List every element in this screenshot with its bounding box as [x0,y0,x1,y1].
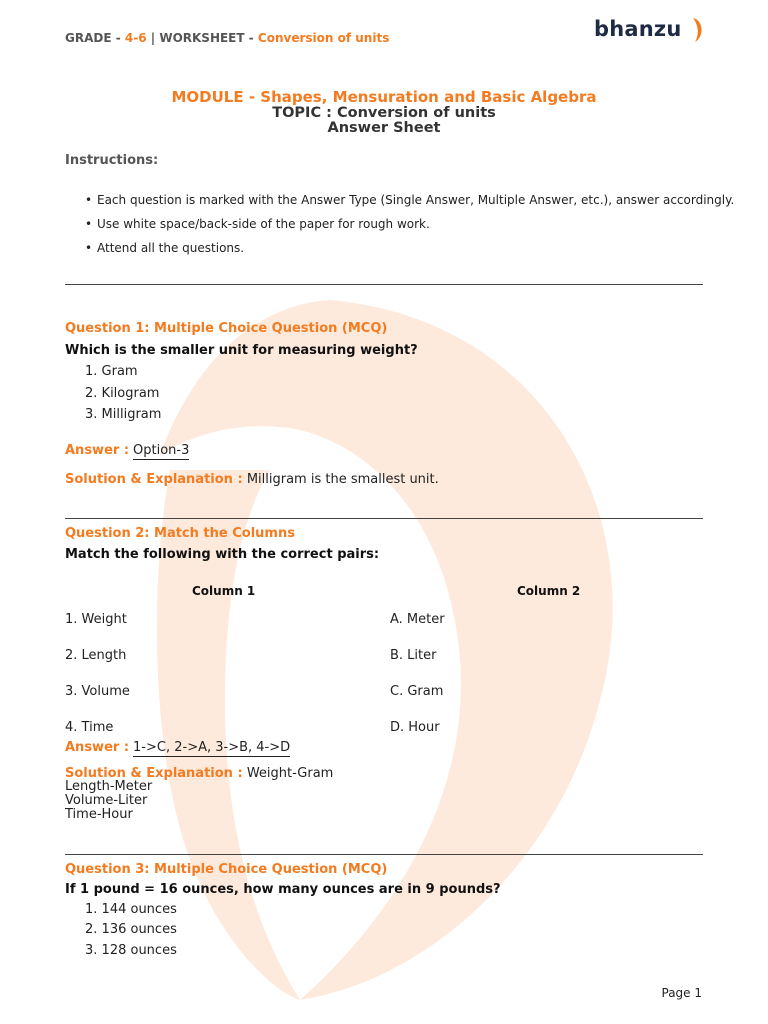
option-text: Gram [101,364,138,379]
option-text: 136 ounces [101,922,177,937]
option-text: Kilogram [101,386,160,401]
q3-option: 1. 144 ounces [85,902,177,917]
q3-option: 3. 128 ounces [85,943,177,958]
answer-label: Answer : [65,443,130,458]
grade-label: GRADE - [65,31,121,45]
q1-solution [65,472,439,487]
header-topic: Conversion of units [257,31,390,45]
page-number: Page 1 [661,986,702,1000]
q2-solution-line: Time-Hour [65,807,133,822]
column-2-cell: A. Meter [390,612,445,627]
option-text: 128 ounces [101,943,177,958]
column-1-cell: 4. Time [65,720,114,735]
column-2-header: Column 2 [517,584,581,598]
worksheet-header [65,31,389,45]
worksheet-label: | WORKSHEET - [150,31,254,45]
q1-text: Which is the smaller unit for measuring weight? [65,343,418,358]
instructions-title: Instructions: [65,153,159,168]
divider [65,854,703,855]
column-1-cell: 2. Length [65,648,127,663]
q2-text: Match the following with the correct pairs: [65,547,380,562]
solution-label: Solution & Explanation : [65,472,243,487]
logo-swirl-icon [690,16,704,44]
q1-option: 1. Gram [85,364,138,379]
q1-option: 2. Kilogram [85,386,160,401]
answer-label: Answer : [65,740,130,755]
divider [65,284,703,285]
q3-option: 2. 136 ounces [85,922,177,937]
q2-title: Question 2: Match the Columns [65,526,295,541]
solution-label: Solution & Explanation : [65,766,243,781]
option-text: Milligram [101,407,162,422]
q2-solution-line: Length-Meter [65,779,153,794]
q2-solution-line: Volume-Liter [65,793,148,808]
topic-title: TOPIC : Conversion of units [272,105,496,121]
solution-text: Milligram is the smallest unit. [246,472,439,487]
instruction-item: • Each question is marked with the Answer Type (Single Answer, Multiple Answer, etc.), answer accordingly. [85,193,735,207]
option-text: 144 ounces [101,902,177,917]
sheet-title: Answer Sheet [327,120,441,136]
q3-title: Question 3: Multiple Choice Question (MCQ) [65,862,388,877]
logo-text: bhanzu [594,17,682,41]
answer-value: Option-3 [133,443,190,458]
grade-value: 4-6 [124,31,147,45]
instruction-item: • Use white space/back-side of the paper for rough work. [85,217,430,231]
module-title: MODULE - Shapes, Mensuration and Basic Algebra [171,88,597,106]
q2-answer [65,740,290,755]
column-2-cell: B. Liter [390,648,437,663]
column-1-header: Column 1 [192,584,256,598]
q1-title: Question 1: Multiple Choice Question (MCQ) [65,321,388,336]
q1-option: 3. Milligram [85,407,162,422]
q3-text: If 1 pound = 16 ounces, how many ounces are in 9 pounds? [65,882,501,897]
answer-value: 1->C, 2->A, 3->B, 4->D [133,740,291,755]
solution-text: Weight-Gram [246,766,334,781]
instruction-text: Each question is marked with the Answer Type (Single Answer, Multiple Answer, etc.), answer accordingly. [97,193,735,207]
column-2-cell: C. Gram [390,684,444,699]
instruction-item: • Attend all the questions. [85,241,245,255]
q1-answer [65,443,189,458]
instruction-text: Use white space/back-side of the paper for rough work. [97,217,430,231]
divider [65,518,703,519]
column-1-cell: 3. Volume [65,684,130,699]
instruction-text: Attend all the questions. [97,241,245,255]
column-1-cell: 1. Weight [65,612,127,627]
bhanzu-logo [594,16,704,44]
column-2-cell: D. Hour [390,720,440,735]
